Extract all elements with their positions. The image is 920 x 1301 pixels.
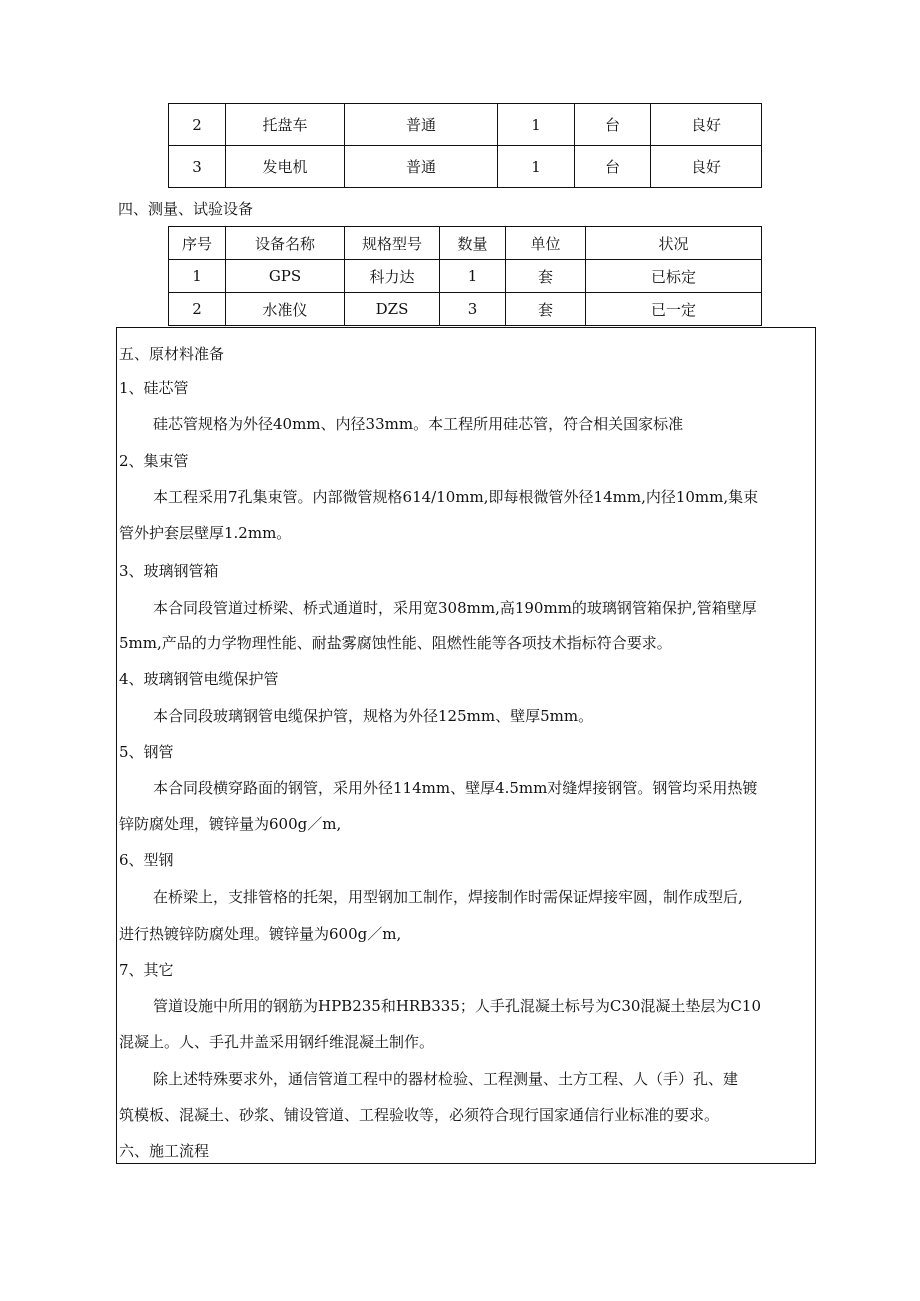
item-title: 4、玻璃钢管电缆保护管 <box>119 670 279 688</box>
item-title: 7、其它 <box>119 961 174 979</box>
cell: 套 <box>506 260 586 293</box>
cell: 水准仪 <box>226 293 345 326</box>
paragraph-line: 管道设施中所用的钢筋为HPB235和HRB335；人手孔混凝土标号为C30混凝土垫层为C10 <box>153 997 761 1015</box>
column-header: 单位 <box>506 227 586 260</box>
cell: 普通 <box>345 146 498 188</box>
equipment-table <box>168 103 762 188</box>
section-heading: 四、测量、试验设备 <box>118 200 254 218</box>
cell: 1 <box>169 260 226 293</box>
table-row <box>169 260 762 293</box>
cell: 科力达 <box>345 260 440 293</box>
table-row <box>169 146 762 188</box>
column-header: 设备名称 <box>226 227 345 260</box>
cell: 1 <box>498 146 575 188</box>
item-title: 2、集束管 <box>119 452 189 470</box>
cell: 良好 <box>651 146 762 188</box>
cell: 托盘车 <box>226 104 345 146</box>
cell: GPS <box>226 260 345 293</box>
paragraph-line: 本合同段管道过桥梁、桥式通道时，采用宽308mm,高190mm的玻璃钢管箱保护,管箱壁厚 <box>153 599 757 617</box>
paragraph-line: 本工程采用7孔集束管。内部微管规格614/10mm,即每根微管外径14mm,内径10mm,集束 <box>153 488 759 506</box>
paragraph-line: 混凝上。人、手孔井盖采用钢纤维混凝土制作。 <box>119 1033 435 1051</box>
cell: 2 <box>169 293 226 326</box>
cell: 2 <box>169 104 226 146</box>
cell: 3 <box>440 293 506 326</box>
cell: 台 <box>575 146 651 188</box>
paragraph-line: 进行热镀锌防腐处理。镀锌量为600g／m, <box>119 925 402 943</box>
table-row <box>169 104 762 146</box>
cell: 良好 <box>651 104 762 146</box>
cell: 1 <box>498 104 575 146</box>
cell: 台 <box>575 104 651 146</box>
paragraph-line: 除上述特殊要求外，通信管道工程中的器材检验、工程测量、土方工程、人（手）孔、建 <box>153 1070 739 1088</box>
cell: 1 <box>440 260 506 293</box>
column-header: 数量 <box>440 227 506 260</box>
paragraph-line: 5mm,产品的力学物理性能、耐盐雾腐蚀性能、阻燃性能等各项技术指标符合要求。 <box>119 634 672 652</box>
cell: 发电机 <box>226 146 345 188</box>
column-header: 状况 <box>586 227 762 260</box>
cell: 已一定 <box>586 293 762 326</box>
paragraph-line: 硅芯管规格为外径40mm、内径33mm。本工程所用硅芯管，符合相关国家标准 <box>153 415 684 433</box>
paragraph-line: 在桥梁上，支排管格的托架，用型钢加工制作，焊接制作时需保证焊接牢圆，制作成型后, <box>153 888 743 906</box>
item-title: 6、型钢 <box>119 851 174 869</box>
cell: 3 <box>169 146 226 188</box>
paragraph-line: 锌防腐处理，镀锌量为600g／m, <box>119 815 342 833</box>
column-header: 规格型号 <box>345 227 440 260</box>
cell: DZS <box>345 293 440 326</box>
section-heading: 五、原材料准备 <box>119 345 225 363</box>
column-header: 序号 <box>169 227 226 260</box>
table-row <box>169 293 762 326</box>
survey-equipment-table <box>168 226 762 326</box>
cell: 普通 <box>345 104 498 146</box>
cell: 已标定 <box>586 260 762 293</box>
item-title: 5、钢管 <box>119 743 174 761</box>
item-title: 3、玻璃钢管箱 <box>119 562 219 580</box>
paragraph-line: 筑模板、混凝土、砂浆、铺设管道、工程验收等，必须符合现行国家通信行业标准的要求。 <box>119 1106 720 1124</box>
section-heading: 六、施工流程 <box>119 1142 210 1160</box>
paragraph-line: 本合同段横穿路面的钢管，采用外径114mm、壁厚4.5mm对缝焊接钢管。钢管均采用热镀 <box>153 779 758 797</box>
paragraph-line: 管外护套层壁厚1.2mm。 <box>119 524 292 542</box>
materials-section <box>116 327 816 1164</box>
table-header-row <box>169 227 762 260</box>
cell: 套 <box>506 293 586 326</box>
paragraph-line: 本合同段玻璃钢管电缆保护管，规格为外径125mm、壁厚5mm。 <box>153 707 594 725</box>
item-title: 1、硅芯管 <box>119 379 189 397</box>
